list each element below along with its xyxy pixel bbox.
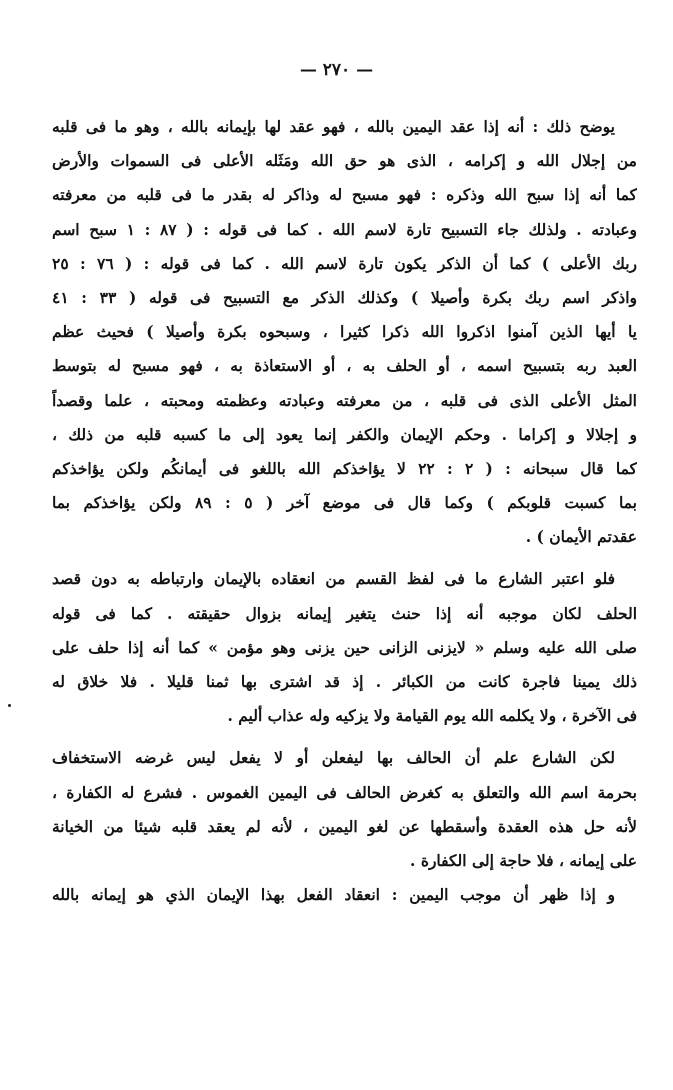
- paragraph: [52, 878, 637, 912]
- text-line: ذلك يمينا فاجرة كانت من الكبائر . إذ قد اشترى بها ثمنا قليلا . فلا خلاق له: [52, 672, 637, 691]
- text-line: يا أيها الذين آمنوا اذكروا الله ذكرا كثيرا ، وسبحوه بكرة وأصيلا ) فحيث عظم: [52, 322, 637, 342]
- text-line: كما قال سبحانه : ( ٢ : ٢٢ لا يؤاخذكم الله باللغو فى أيمانكُم ولكن يؤاخذكم: [52, 458, 637, 478]
- text-line: الحلف لكان موجبه أنه إذا حنث يتغير إيمانه بزوال حقيقته . كما فى قوله: [52, 603, 637, 623]
- text-line: و إذا ظهر أن موجب اليمين : انعقاد الفعل بهذا الإيمان الذي هو إيمانه بالله: [52, 885, 615, 905]
- text-line: و إجلالا و إكراما . وحكم الإيمان والكفر إنما يعود إلى ما كسبه قلبه من ذلك ،: [52, 424, 637, 444]
- text-line: لأنه حل هذه العقدة وأسقطها عن لغو اليمين ، لأنه لم يعقد قلبه شيئا من الخيانة: [52, 816, 637, 836]
- text-line: عقدتم الأيمان ) .: [525, 527, 637, 547]
- text-line: بما كسبت قلوبكم ) وكما قال فى موضع آخر ( ٥ : ٨٩ ولكن يؤاخذكم بما: [52, 493, 637, 513]
- text-line: على إيمانه ، فلا حاجة إلى الكفارة .: [410, 850, 637, 870]
- text-line: وعبادته . ولذلك جاء التسبيح تارة لاسم الله . كما فى قوله : ( ٨٧ : ١ سبح اسم: [52, 219, 637, 239]
- text-line: واذكر اسم ربك بكرة وأصيلا ) وكذلك الذكر مع التسبيح فى قوله ( ٣٣ : ٤١: [52, 287, 637, 307]
- text-line: لكن الشارع علم أن الحالف بها ليفعلن أو لا يفعل ليس غرضه الاستخفاف: [52, 748, 615, 768]
- text-line: يوضح ذلك : أنه إذا عقد اليمين بالله ، فهو عقد لها بإيمانه بالله ، وهو ما فى قلبه: [52, 117, 615, 136]
- text-line: بحرمة اسم الله والتعلق به كغرض الحالف فى اليمين الغموس . فشرع له الكفارة ،: [52, 782, 637, 802]
- paragraph: [52, 110, 637, 554]
- text-line: المثل الأعلى الذى فى قلبه ، من معرفته وعبادته وعظمته ومحبته ، علما وقصداً: [52, 390, 637, 410]
- text-line: صلى الله عليه وسلم « لايزنى الزانى حين يزنى وهو مؤمن » كما أنه إذا حلف على: [52, 637, 637, 657]
- paragraph: [52, 562, 637, 733]
- text-line: فلو اعتبر الشارع ما فى لفظ القسم من انعقاده بالإيمان وارتباطه به دون قصد: [52, 569, 615, 589]
- text-line: كما أنه إذا سبح الله وذكره : فهو مسبح له وذاكر له بقدر ما فى قلبه من معرفته: [52, 185, 637, 205]
- text-line: من إجلال الله و إكرامه ، الذى هو حق الله ومَثَله الأعلى فى السموات والأرض: [52, 151, 637, 171]
- text-line: العبد ربه بتسبيح اسمه ، أو الحلف به ، أو الاستعاذة به ، فهو مسبح له بتوسط: [52, 356, 637, 376]
- page-number: — ٢٧٠ —: [299, 60, 374, 80]
- margin-mark: [8, 704, 11, 707]
- text-line: ربك الأعلى ) كما أن الذكر يكون تارة لاسم الله . كما فى قوله : ( ٧٦ : ٢٥: [52, 253, 637, 273]
- text-body: [52, 110, 637, 912]
- text-line: فى الآخرة ، ولا يكلمه الله يوم القيامة ولا يزكيه وله عذاب أليم .: [227, 706, 637, 726]
- paragraph: [52, 741, 637, 878]
